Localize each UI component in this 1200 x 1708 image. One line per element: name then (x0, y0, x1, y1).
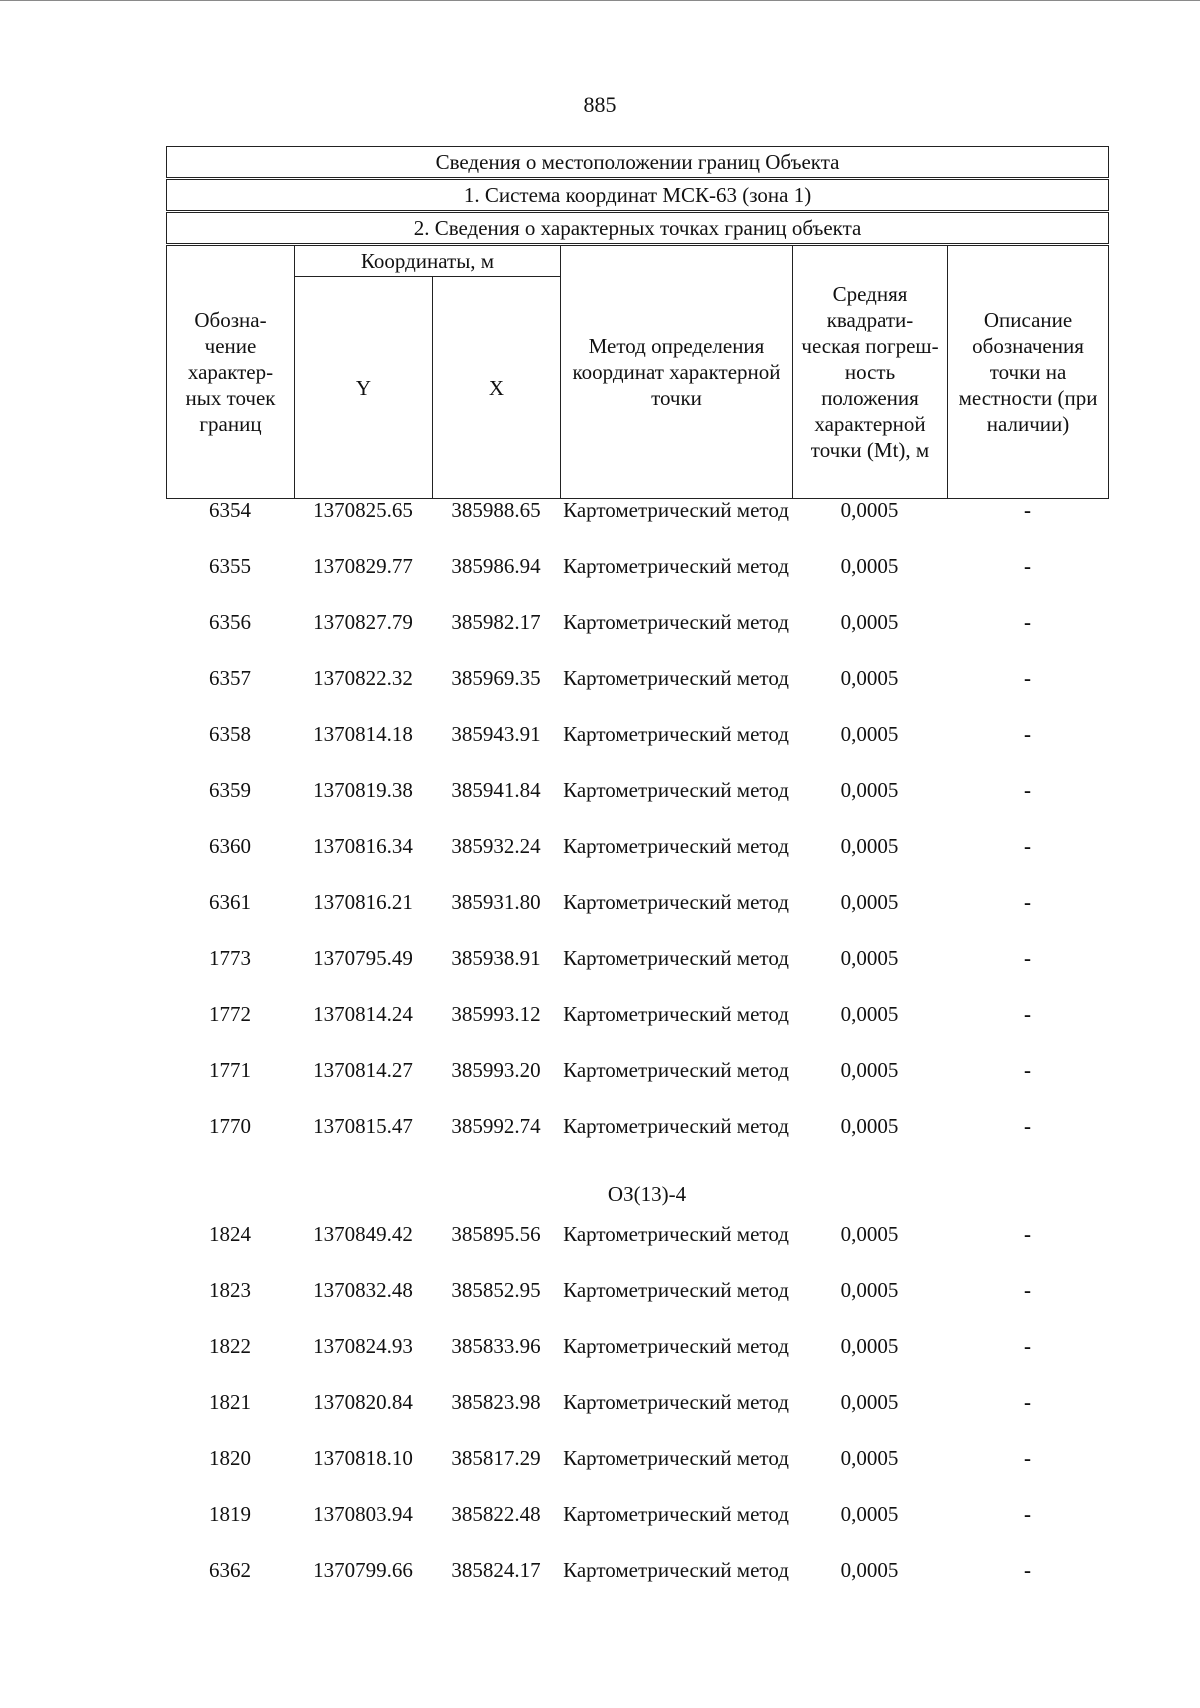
method: Картометрический метод (563, 946, 789, 970)
method: Картометрический метод (563, 834, 789, 858)
method: Картометрический метод (563, 610, 789, 634)
table-row (166, 944, 1108, 1000)
table-row (166, 1444, 1108, 1500)
description: - (1024, 554, 1031, 578)
point-id: 6357 (209, 666, 251, 690)
error-value: 0,0005 (840, 1002, 899, 1026)
point-id: 6359 (209, 778, 251, 802)
description: - (1024, 778, 1031, 802)
rows-group-1 (166, 496, 1108, 1168)
coord-y: 1370822.32 (313, 666, 413, 690)
col-error-header: Средняя квадрати-ческая погреш-ность положения характерной точки (Mt), м (793, 245, 948, 499)
point-id: 6358 (209, 722, 251, 746)
table-row (166, 1056, 1108, 1112)
point-id: 1821 (209, 1390, 251, 1414)
method: Картометрический метод (563, 666, 789, 690)
coord-y: 1370795.49 (313, 946, 413, 970)
description: - (1024, 1002, 1031, 1026)
coord-x: 385932.24 (451, 834, 541, 858)
method: Картометрический метод (563, 722, 789, 746)
page-number: 885 (583, 92, 617, 117)
table-row (166, 496, 1108, 552)
coord-y: 1370825.65 (313, 498, 413, 522)
error-value: 0,0005 (840, 1334, 899, 1358)
coord-y: 1370832.48 (313, 1278, 413, 1302)
coord-y: 1370820.84 (313, 1390, 413, 1414)
col-x-header: X (433, 277, 561, 499)
group-label: ОЗ(13)-4 (607, 1182, 687, 1206)
method: Картометрический метод (563, 1058, 789, 1082)
coord-y: 1370829.77 (313, 554, 413, 578)
coord-y: 1370816.34 (313, 834, 413, 858)
error-value: 0,0005 (840, 834, 899, 858)
table-row (166, 832, 1108, 888)
error-value: 0,0005 (840, 1278, 899, 1302)
coord-x: 385941.84 (451, 778, 541, 802)
method: Картометрический метод (563, 1222, 789, 1246)
coord-x: 385824.17 (451, 1558, 541, 1582)
method: Картометрический метод (563, 1002, 789, 1026)
table-row (166, 720, 1108, 776)
table-row (166, 1388, 1108, 1444)
coord-x: 385817.29 (451, 1446, 541, 1470)
col-method-header: Метод определения координат характерной точки (561, 245, 793, 499)
col-coordinates-header: Координаты, м (295, 245, 561, 277)
table-row (166, 1332, 1108, 1388)
description: - (1024, 1502, 1031, 1526)
method: Картометрический метод (563, 1502, 789, 1526)
point-id: 1773 (209, 946, 251, 970)
coord-x: 385895.56 (451, 1222, 541, 1246)
description: - (1024, 1114, 1031, 1138)
point-id: 6356 (209, 610, 251, 634)
method: Картометрический метод (563, 1278, 789, 1302)
coord-x: 385833.96 (451, 1334, 541, 1358)
point-id: 1822 (209, 1334, 251, 1358)
description: - (1024, 1334, 1031, 1358)
description: - (1024, 722, 1031, 746)
method: Картометрический метод (563, 1114, 789, 1138)
point-id: 1770 (209, 1114, 251, 1138)
point-id: 6362 (209, 1558, 251, 1582)
error-value: 0,0005 (840, 1558, 899, 1582)
description: - (1024, 498, 1031, 522)
coord-x: 385943.91 (451, 722, 541, 746)
error-value: 0,0005 (840, 1058, 899, 1082)
table-title: Сведения о местоположении границ Объекта (167, 147, 1109, 179)
point-id: 1824 (209, 1222, 251, 1246)
error-value: 0,0005 (840, 946, 899, 970)
coord-y: 1370827.79 (313, 610, 413, 634)
description: - (1024, 946, 1031, 970)
method: Картометрический метод (563, 1446, 789, 1470)
point-id: 1823 (209, 1278, 251, 1302)
coord-x: 385852.95 (451, 1278, 541, 1302)
error-value: 0,0005 (840, 610, 899, 634)
table-row (166, 888, 1108, 944)
table-row (166, 1112, 1108, 1168)
coord-x: 385938.91 (451, 946, 541, 970)
description: - (1024, 610, 1031, 634)
coord-y: 1370799.66 (313, 1558, 413, 1582)
col-y-header: Y (295, 277, 433, 499)
coord-y: 1370824.93 (313, 1334, 413, 1358)
point-id: 1819 (209, 1502, 251, 1526)
coord-y: 1370849.42 (313, 1222, 413, 1246)
point-id: 6354 (209, 498, 251, 522)
data-rows (166, 496, 1108, 1612)
description: - (1024, 1558, 1031, 1582)
coord-y: 1370814.24 (313, 1002, 413, 1026)
error-value: 0,0005 (840, 1502, 899, 1526)
col-description-header: Описание обозначения точки на местности (при наличии) (948, 245, 1109, 499)
table-row (166, 552, 1108, 608)
description: - (1024, 1278, 1031, 1302)
point-id: 6361 (209, 890, 251, 914)
table-row (166, 1276, 1108, 1332)
description: - (1024, 1446, 1031, 1470)
table-row (166, 776, 1108, 832)
error-value: 0,0005 (840, 666, 899, 690)
method: Картометрический метод (563, 778, 789, 802)
table-row (166, 664, 1108, 720)
method: Картометрический метод (563, 554, 789, 578)
method: Картометрический метод (563, 1334, 789, 1358)
point-id: 1771 (209, 1058, 251, 1082)
coord-x: 385822.48 (451, 1502, 541, 1526)
coord-x: 385993.20 (451, 1058, 541, 1082)
point-id: 6360 (209, 834, 251, 858)
rows-group-2 (166, 1220, 1108, 1612)
coord-y: 1370814.18 (313, 722, 413, 746)
coord-x: 385823.98 (451, 1390, 541, 1414)
coord-x: 385986.94 (451, 554, 541, 578)
method: Картометрический метод (563, 1390, 789, 1414)
method: Картометрический метод (563, 498, 789, 522)
table-row (166, 1500, 1108, 1556)
coord-x: 385969.35 (451, 666, 541, 690)
section-title: 2. Сведения о характерных точках границ объекта (167, 212, 1109, 245)
coord-y: 1370816.21 (313, 890, 413, 914)
point-id: 1820 (209, 1446, 251, 1470)
table-row (166, 1220, 1108, 1276)
coord-x: 385982.17 (451, 610, 541, 634)
point-id: 6355 (209, 554, 251, 578)
error-value: 0,0005 (840, 498, 899, 522)
coord-x: 385988.65 (451, 498, 541, 522)
coord-x: 385992.74 (451, 1114, 541, 1138)
description: - (1024, 1058, 1031, 1082)
col-point-header: Обозна-чение характер-ных точек границ (167, 245, 295, 499)
error-value: 0,0005 (840, 890, 899, 914)
coord-y: 1370819.38 (313, 778, 413, 802)
method: Картометрический метод (563, 1558, 789, 1582)
error-value: 0,0005 (840, 722, 899, 746)
point-id: 1772 (209, 1002, 251, 1026)
table-row (166, 1000, 1108, 1056)
description: - (1024, 1390, 1031, 1414)
error-value: 0,0005 (840, 1446, 899, 1470)
description: - (1024, 1222, 1031, 1246)
error-value: 0,0005 (840, 1222, 899, 1246)
coord-x: 385931.80 (451, 890, 541, 914)
error-value: 0,0005 (840, 554, 899, 578)
table-row (166, 608, 1108, 664)
coord-y: 1370803.94 (313, 1502, 413, 1526)
coord-y: 1370818.10 (313, 1446, 413, 1470)
error-value: 0,0005 (840, 778, 899, 802)
description: - (1024, 834, 1031, 858)
error-value: 0,0005 (840, 1390, 899, 1414)
scan-edge (0, 0, 1200, 1)
method: Картометрический метод (563, 890, 789, 914)
coord-x: 385993.12 (451, 1002, 541, 1026)
error-value: 0,0005 (840, 1114, 899, 1138)
table-row (166, 1556, 1108, 1612)
description: - (1024, 890, 1031, 914)
header-table (166, 146, 1109, 499)
coord-y: 1370815.47 (313, 1114, 413, 1138)
coord-y: 1370814.27 (313, 1058, 413, 1082)
description: - (1024, 666, 1031, 690)
coordinate-system: 1. Система координат МСК-63 (зона 1) (167, 179, 1109, 212)
